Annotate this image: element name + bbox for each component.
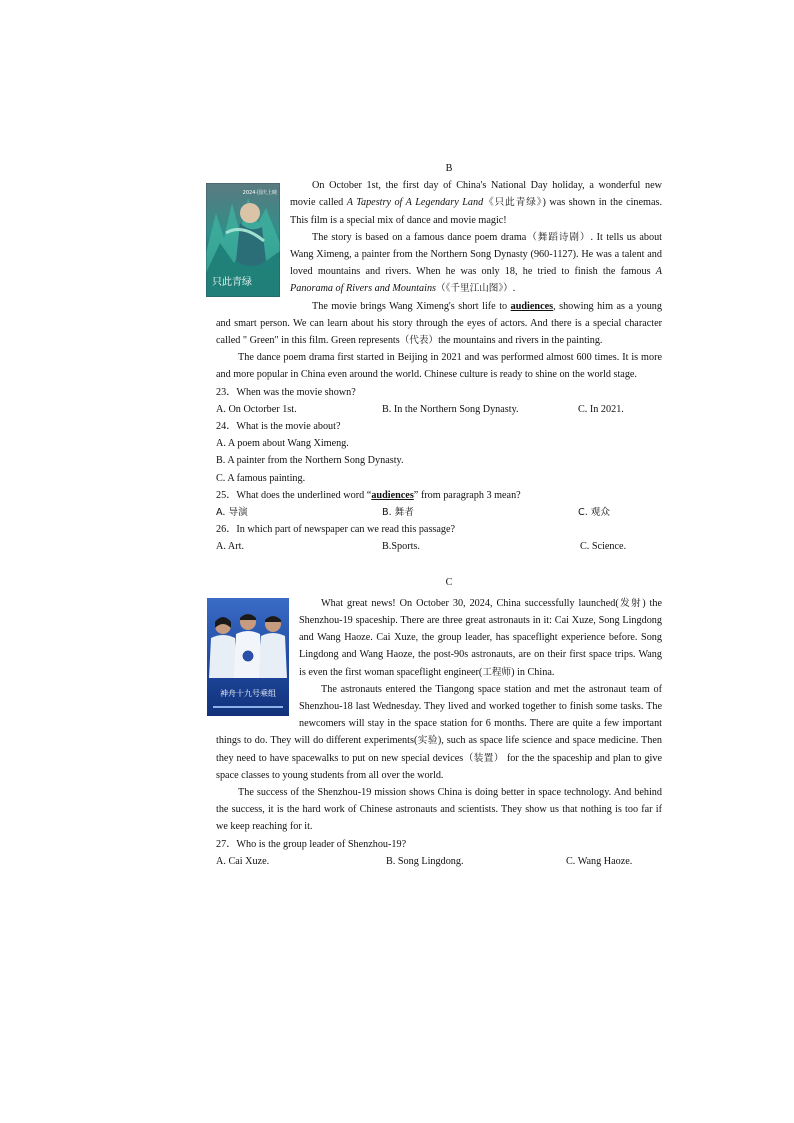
question-stem: 26．In which part of newspaper can we read this passage? — [216, 524, 456, 536]
question-25 — [216, 487, 662, 521]
question-stem: 23．When was the movie shown? — [216, 386, 356, 398]
option-c[interactable]: C. A famous painting. — [216, 472, 306, 484]
option-c[interactable]: C. Science. — [580, 541, 627, 553]
underlined-word-audiences: audiences — [510, 300, 554, 312]
astronauts-poster-image — [207, 598, 289, 716]
section-c-paragraph-1: What great news! On October 30, 2024, China successfully launched(发射) the Shenzhou-19 spaceship. There are three great astronauts in it: Cai Xuze, Song Lingdong and Wang Haoze. Cai Xuze, the group leader, has spaceflight experience before. Song Lingdong and Wang Haoze, the post-90s astronauts, are on their first space trips. Wang is even the first woman spaceflight engineer(工程师) in China. — [299, 597, 662, 678]
poster-title: 神舟十九号乘组 — [220, 688, 276, 698]
question-23 — [216, 384, 662, 418]
section-c-letter: C — [445, 576, 453, 588]
section-b-paragraph-3: The movie brings Wang Ximeng's short life to audiences, showing him as a young and smart person. We can learn about his story through the eyes of actors. And there is a special character called " Green" in this film. Green represents（代表）the mountains and rivers in the painting. — [216, 300, 662, 347]
option-a[interactable]: A. A poem about Wang Ximeng. — [216, 438, 349, 450]
option-c[interactable]: C. In 2021. — [578, 403, 624, 415]
option-a[interactable]: A. Art. — [216, 541, 245, 553]
option-a[interactable]: A. Cai Xuze. — [216, 855, 270, 867]
section-b-letter: B — [445, 163, 453, 174]
question-stem: 27．Who is the group leader of Shenzhou-19? — [216, 838, 407, 850]
option-b[interactable]: B. 舞者 — [382, 507, 414, 519]
page-content — [212, 160, 663, 870]
option-c[interactable]: C. Wang Haoze. — [566, 855, 633, 867]
question-stem: 25．What does the underlined word “audiences” from paragraph 3 mean? — [216, 489, 521, 501]
option-b[interactable]: B. A painter from the Northern Song Dynasty. — [216, 455, 404, 467]
option-c[interactable]: C. 观众 — [578, 507, 610, 519]
question-stem: 24．What is the movie about? — [216, 421, 341, 433]
section-b-paragraph-1: On October 1st, the first day of China's National Day holiday, a wonderful new movie called A Tapestry of A Legendary Land《只此青绿》) was shown in the cinemas. This film is a special mix of dance and movie magic! — [290, 180, 663, 226]
option-a[interactable]: A. On Octorber 1st. — [216, 403, 297, 415]
section-c-paragraph-3: The success of the Shenzhou-19 mission shows China is doing better in space technology. And behind the success, it is the hard work of Chinese astronauts and scientists. They show us that nothing is too far if we keep reaching for it. — [216, 787, 662, 833]
section-b-paragraph-2: The story is based on a famous dance poem drama（舞蹈诗剧）. It tells us about Wang Ximeng, a painter from the Northern Song Dynasty (960-1127). He was a talent and loved mountains and rivers. When he was only 18, he tried to finish the famous A Panorama of Rivers and Mountains（《千里江山图》）. — [290, 231, 662, 295]
question-24 — [216, 418, 662, 487]
section-c-paragraph-2: The astronauts entered the Tiangong space station and met the astronaut team of Shenzhou-18 last Wednesday. They lived and worked together to finish some tasks. The newcomers will stay in the space station for 6 months. There are quite a few important things to do. They will do different experiments(实验), such as space life science and space medicine. Then they need to have spacewalks to put on new special devices（装置） for the the spaceship and plan to give space classes to young students from all over the world. — [216, 683, 662, 781]
question-27 — [216, 836, 662, 870]
option-a[interactable]: A. 导演 — [216, 507, 248, 519]
poster-title: 只此青绿 — [212, 277, 252, 288]
option-b[interactable]: B.Sports. — [382, 541, 420, 553]
poster-caption: 2024·国庆上映 — [242, 190, 277, 197]
option-b[interactable]: B. In the Northern Song Dynasty. — [382, 403, 519, 415]
movie-poster-image — [206, 183, 280, 297]
option-b[interactable]: B. Song Lingdong. — [386, 855, 464, 867]
question-26 — [216, 521, 662, 555]
section-b-paragraph-4: The dance poem drama first started in Beijing in 2021 and was performed almost 600 times. It is more and more popular in China even around the world. Chinese culture is ready to shine on the world stage. — [216, 352, 662, 381]
